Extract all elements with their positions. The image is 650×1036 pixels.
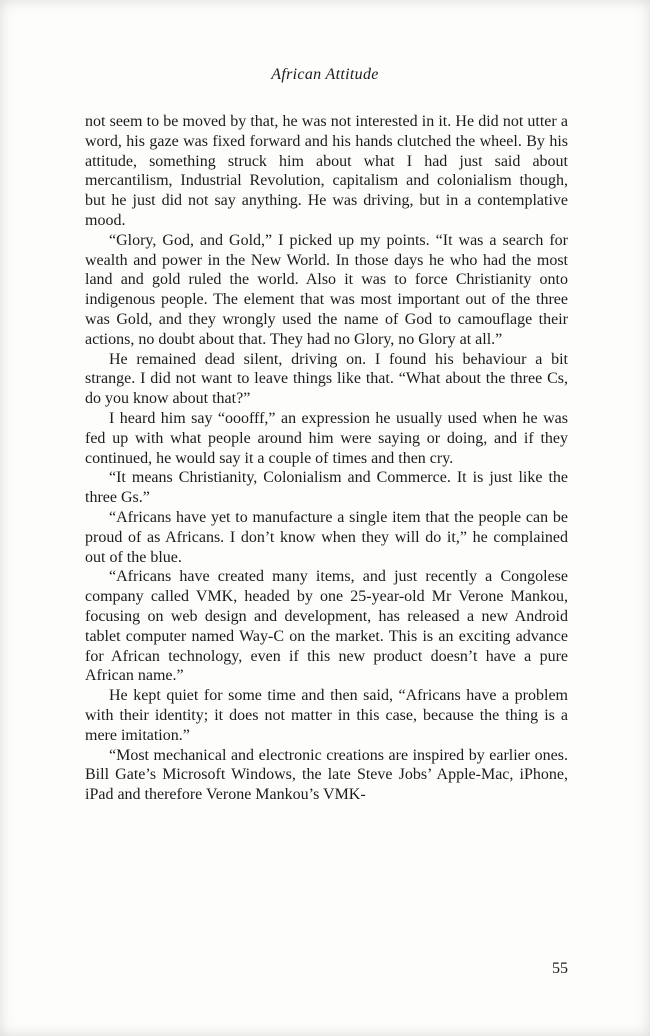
text-body	[85, 112, 568, 805]
paragraph: “It means Christianity, Colonialism and Commerce. It is just like the three Gs.”	[85, 469, 568, 507]
page-number: 55	[552, 960, 568, 977]
paragraph: He kept quiet for some time and then said, “Africans have a problem with their identity; it does not matter in this case, because the thing is a mere imitation.”	[85, 687, 568, 744]
paragraph: “Glory, God, and Gold,” I picked up my points. “It was a search for wealth and power in the New World. In those days he who had the most land and gold ruled the world. Also it was to force Christianity onto indigenous people. The element that was most important out of the three was Gold, and they wrongly used the name of God to camouflage their actions, no doubt about that. They had no Glory, no Glory at all.”	[85, 231, 568, 348]
paragraph: I heard him say “ooofff,” an expression he usually used when he was fed up with what people around him were saying or doing, and if they continued, he would say it a couple of times and then cry.	[85, 409, 568, 467]
paragraph: “Most mechanical and electronic creations are inspired by earlier ones. Bill Gate’s Microsoft Windows, the late Steve Jobs’ Apple-Mac, iPhone, iPad and therefore Verone Mankou’s VMK-	[85, 746, 568, 804]
running-head: African Attitude	[271, 66, 379, 83]
paragraph: “Africans have created many items, and just recently a Congolese company called VMK, headed by one 25-year-old Mr Verone Mankou, focusing on web design and development, has released a new Android tablet computer named Way-C on the market. This is an exciting advance for African technology, even if this new product doesn’t have a pure African name.”	[85, 568, 568, 685]
paragraph: “Africans have yet to manufacture a single item that the people can be proud of as Africans. I don’t know when they will do it,” he complained out of the blue.	[85, 508, 568, 566]
paragraph: He remained dead silent, driving on. I found his behaviour a bit strange. I did not want to leave things like that. “What about the three Cs, do you know about that?”	[85, 350, 568, 408]
paragraph: not seem to be moved by that, he was not interested in it. He did not utter a word, his gaze was fixed forward and his hands clutched the wheel. By his attitude, something struck him about what I had just said about mercantilism, Industrial Revolution, capitalism and colonialism though, but he just did not say anything. He was driving, but in a contemplative mood.	[85, 113, 568, 229]
